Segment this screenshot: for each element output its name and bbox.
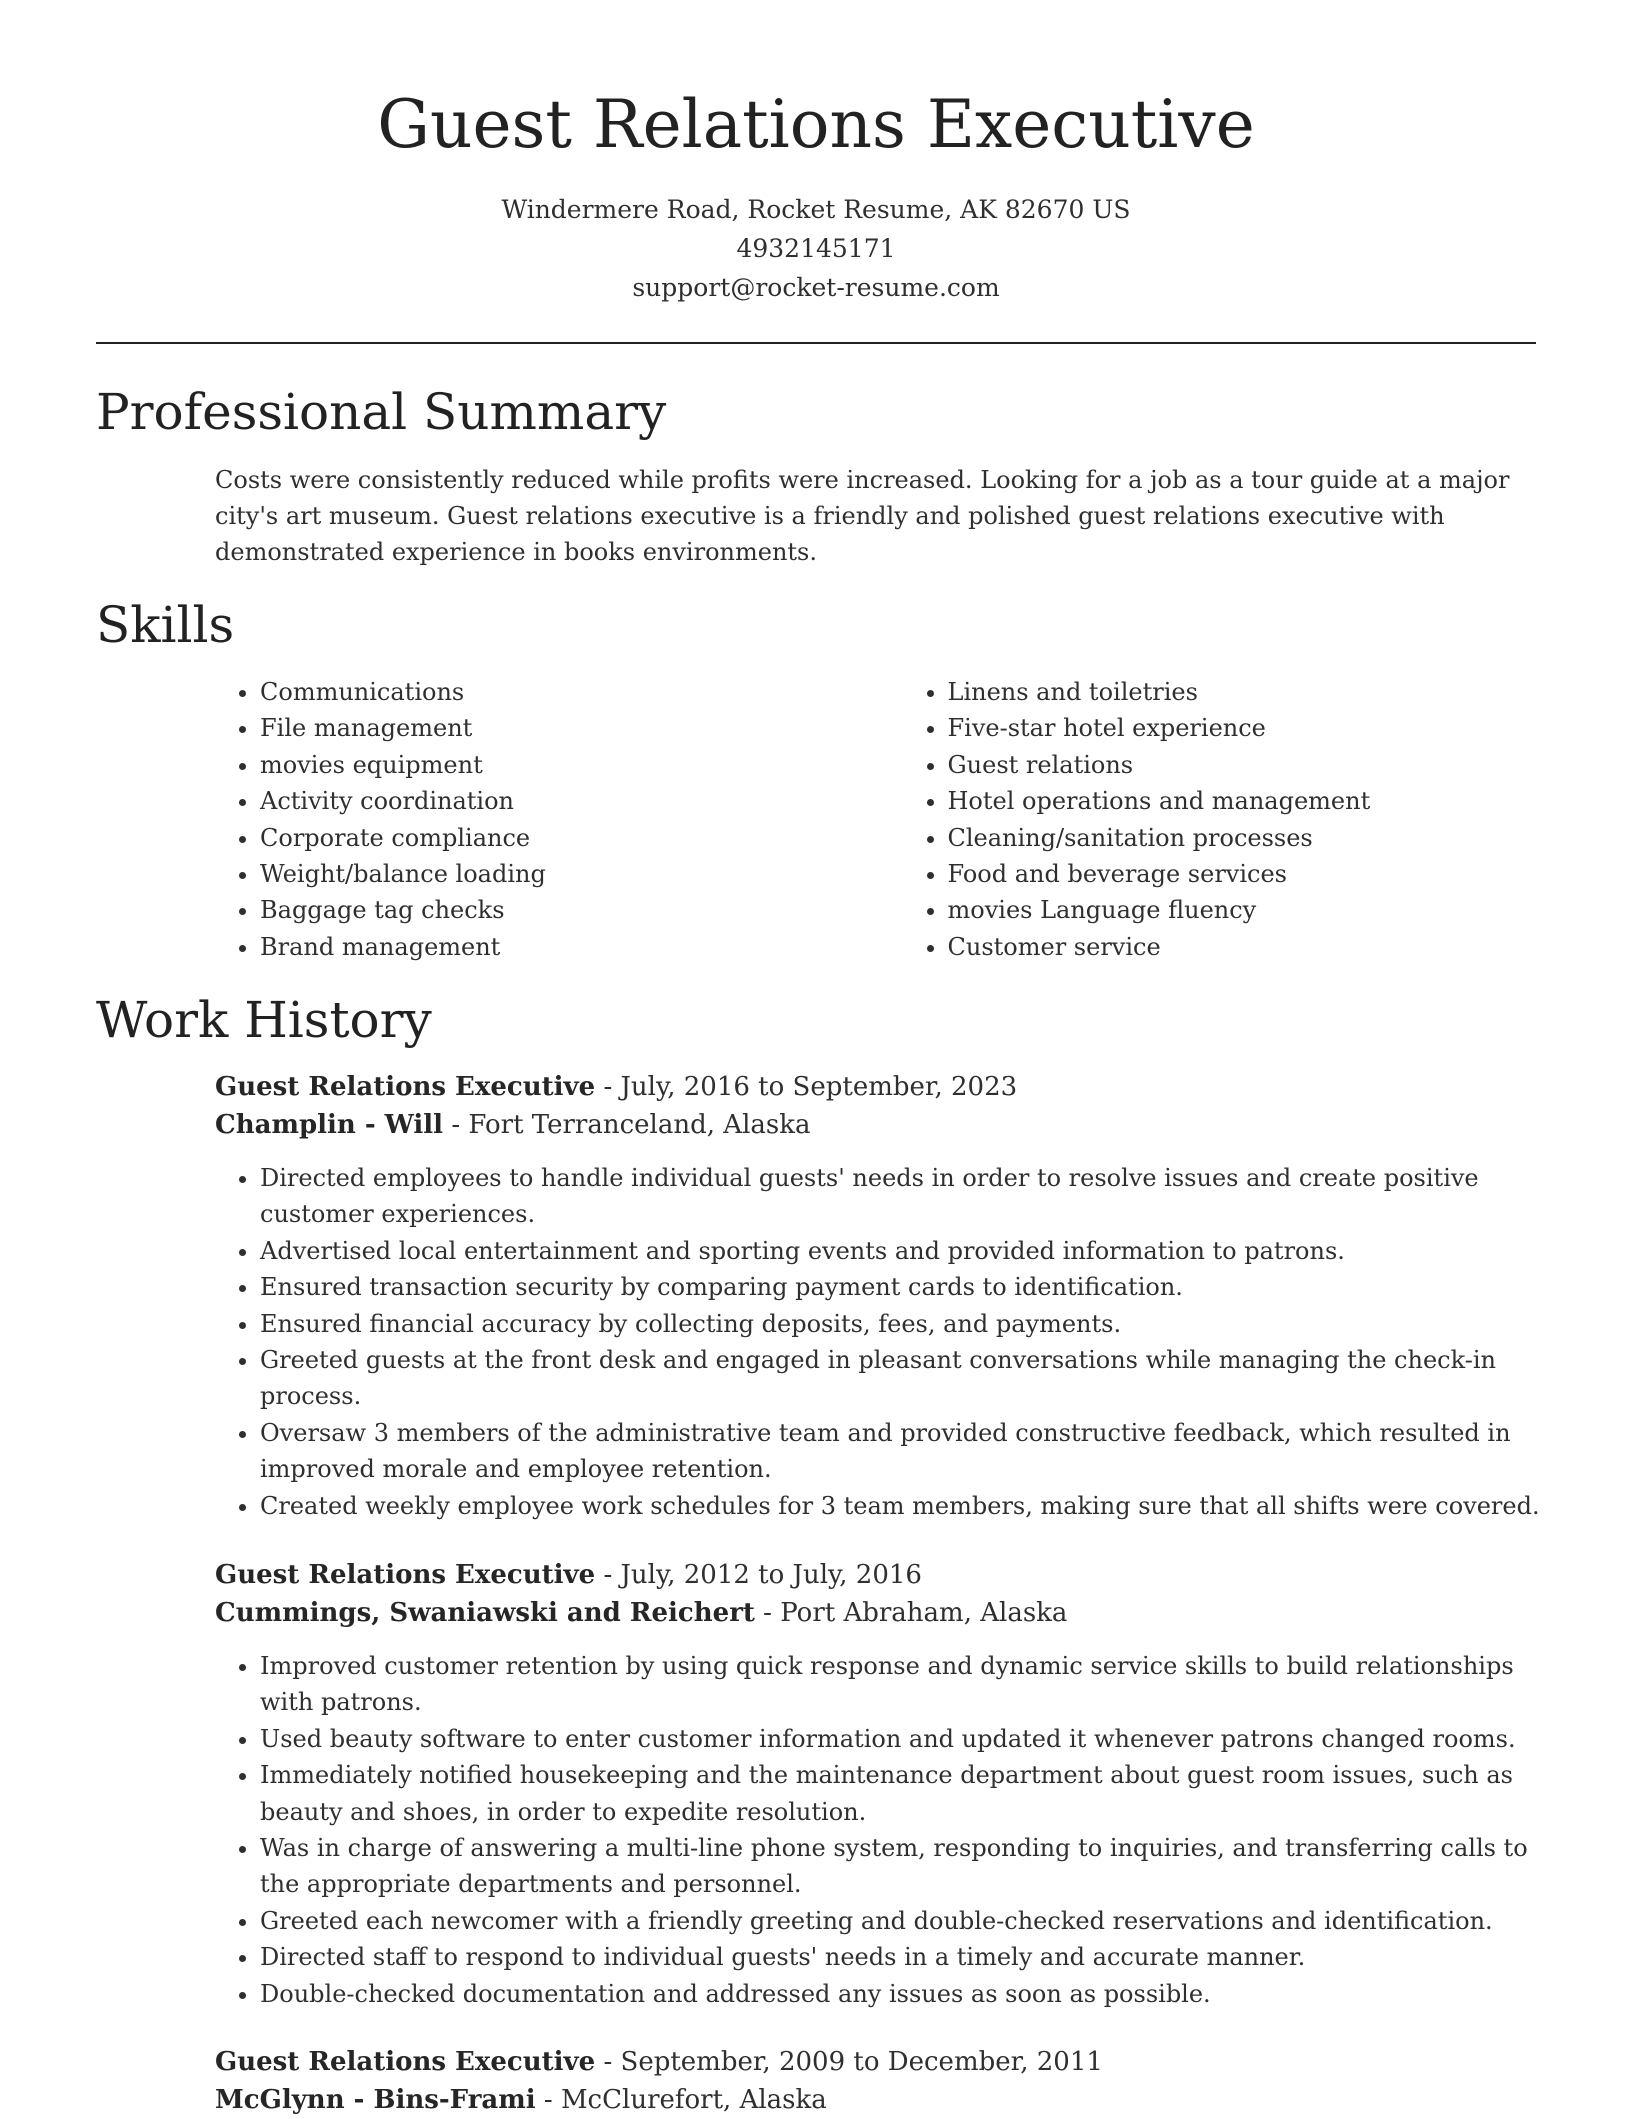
job-bullet: • Directed employees to handle individual guests' needs in order to resolve issues and create positive customer experiences. — [260, 1160, 1545, 1233]
job-bullet: • Greeted each newcomer with a friendly greeting and double-checked reservations and identification. — [260, 1903, 1545, 1939]
skill-item: • Activity coordination — [260, 783, 858, 819]
job-entry — [215, 1068, 1545, 1524]
skill-item: • Corporate compliance — [260, 820, 858, 856]
job-title-line — [215, 1068, 1545, 1106]
job-position: Guest Relations Executive — [215, 2047, 596, 2077]
job-bullet: • Ensured financial accuracy by collecting deposits, fees, and payments. — [260, 1306, 1545, 1342]
job-position: Guest Relations Executive — [215, 1560, 596, 1590]
job-company-line — [215, 1594, 1545, 1632]
job-bullet: • Improved customer retention by using quick response and dynamic service skills to build relationships with patrons. — [260, 1648, 1545, 1721]
skill-item: • Weight/balance loading — [260, 856, 858, 892]
skill-item: • Food and beverage services — [948, 856, 1546, 892]
summary-heading: Professional Summary — [96, 383, 667, 441]
skill-item: • Hotel operations and management — [948, 783, 1546, 819]
job-bullet: • Greeted guests at the front desk and engaged in pleasant conversations while managing the check-in process. — [260, 1342, 1545, 1415]
work-history-heading: Work History — [96, 991, 432, 1049]
job-bullet: • Advertised local entertainment and sporting events and provided information to patrons. — [260, 1233, 1545, 1269]
job-location: - Fort Terranceland, Alaska — [443, 1110, 811, 1140]
job-dates: - July, 2012 to July, 2016 — [595, 1560, 922, 1590]
header-divider — [96, 342, 1536, 344]
job-company-line — [215, 1106, 1545, 1144]
skill-item: • Customer service — [948, 929, 1546, 965]
job-bullet: • Was in charge of answering a multi-line phone system, responding to inquiries, and transferring calls to the appropriate departments and personnel. — [260, 1830, 1545, 1903]
skill-item: • movies Language fluency — [948, 892, 1546, 928]
contact-address: Windermere Road, Rocket Resume, AK 82670 US — [501, 195, 1131, 224]
job-bullet: • Used beauty software to enter customer information and updated it whenever patrons changed rooms. — [260, 1721, 1545, 1757]
skill-item: • Baggage tag checks — [260, 892, 858, 928]
job-bullets — [215, 1648, 1545, 2012]
job-location: - McClurefort, Alaska — [535, 2085, 827, 2115]
job-bullet: • Double-checked documentation and addressed any issues as soon as possible. — [260, 1976, 1545, 2012]
contact-block — [0, 190, 1632, 307]
job-entry — [215, 2043, 1545, 2119]
skill-item: • Guest relations — [948, 747, 1546, 783]
skill-item: • movies equipment — [260, 747, 858, 783]
job-company: Cummings, Swaniawski and Reichert — [215, 1598, 755, 1628]
skills-heading: Skills — [96, 596, 235, 654]
job-bullet: • Directed staff to respond to individual guests' needs in a timely and accurate manner. — [260, 1939, 1545, 1975]
job-position: Guest Relations Executive — [215, 1072, 596, 1102]
job-dates: - July, 2016 to September, 2023 — [595, 1072, 1018, 1102]
summary-text: Costs were consistently reduced while profits were increased. Looking for a job as a tour guide at a major city's art museum. Guest relations executive is a friendly and polished guest relations executive with demonstrated experience in books environments. — [215, 466, 1510, 566]
job-bullet: • Created weekly employee work schedules for 3 team members, making sure that all shifts were covered. — [260, 1488, 1545, 1524]
skills-column-right — [903, 674, 1546, 965]
skill-item: • Communications — [260, 674, 858, 710]
job-bullet: • Ensured transaction security by comparing payment cards to identification. — [260, 1269, 1545, 1305]
job-entry — [215, 1556, 1545, 2012]
job-bullet: • Immediately notified housekeeping and the maintenance department about guest room issues, such as beauty and shoes, in order to expedite resolution. — [260, 1757, 1545, 1830]
contact-phone: 4932145171 — [736, 234, 896, 263]
candidate-name: Guest Relations Executive — [377, 86, 1255, 163]
skill-item: • Cleaning/sanitation processes — [948, 820, 1546, 856]
job-location: - Port Abraham, Alaska — [754, 1598, 1068, 1628]
skills-column-left — [215, 674, 858, 965]
contact-email: support@rocket-resume.com — [632, 273, 1000, 302]
job-dates: - September, 2009 to December, 2011 — [595, 2047, 1103, 2077]
job-title-line — [215, 2043, 1545, 2081]
job-title-line — [215, 1556, 1545, 1594]
job-bullet: • Oversaw 3 members of the administrative team and provided constructive feedback, which resulted in improved morale and employee retention. — [260, 1415, 1545, 1488]
job-company-line — [215, 2081, 1545, 2119]
skills-list — [215, 674, 1545, 965]
job-company: Champlin - Will — [215, 1110, 444, 1140]
skill-item: • Linens and toiletries — [948, 674, 1546, 710]
skill-item: • File management — [260, 710, 858, 746]
job-company: McGlynn - Bins-Frami — [215, 2085, 536, 2115]
skill-item: • Five-star hotel experience — [948, 710, 1546, 746]
skill-item: • Brand management — [260, 929, 858, 965]
job-bullets — [215, 1160, 1545, 1524]
resume-header — [0, 0, 1632, 307]
